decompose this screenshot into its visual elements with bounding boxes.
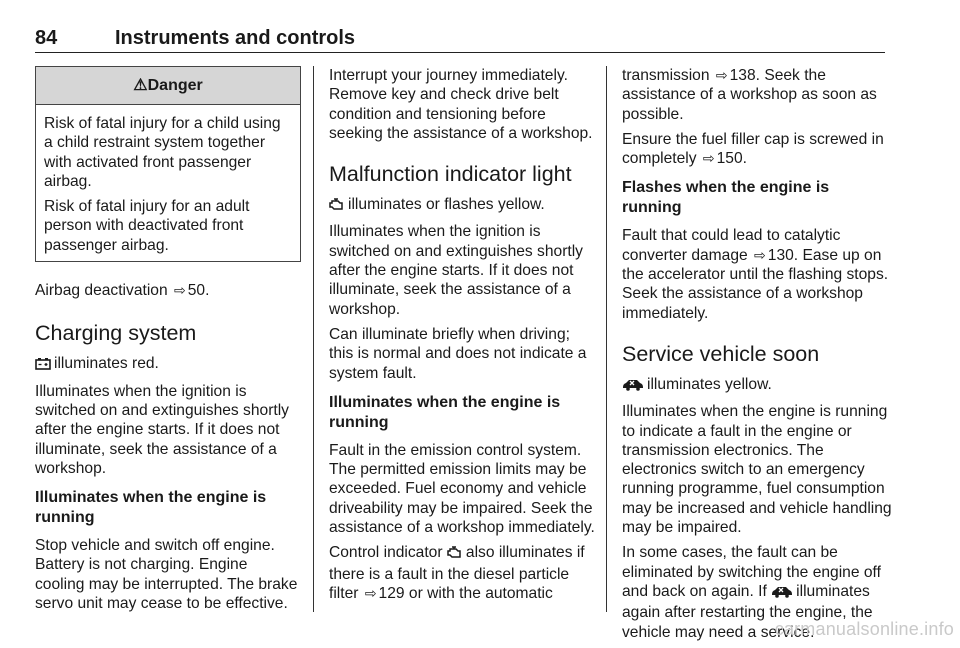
page-reference-icon[interactable]: ⇨ [364,584,377,601]
column-3 [622,66,892,648]
engine-icon [447,545,463,564]
warning-triangle-icon: ⚠ [133,77,148,94]
indicator-status: illuminates or flashes yellow. [329,195,595,216]
page-header-title: Instruments and controls [115,27,356,49]
subsection-heading: Flashes when the engine is running [622,179,830,217]
service-vehicle-icon [622,377,644,396]
danger-title: Danger [147,77,203,94]
service-vehicle-icon [771,584,793,603]
danger-text: Risk of fatal injury for an adult person with deactivated front passenger airbag. [44,198,250,254]
body-text: Illuminates when the ignition is switched on and extinguishes shortly after the engine starts. If it does not illuminate, seek the assistance of a workshop. [329,223,583,318]
body-text: Interrupt your journey immediately. Remove key and check drive belt condition and tensioning before seeking the assistance of a workshop. [329,67,593,142]
body-text: Can illuminate briefly when driving; this is normal and does not indicate a system fault. [329,325,587,382]
section-heading: Malfunction indicator light [329,162,572,187]
page-reference-icon[interactable]: ⇨ [715,67,728,83]
indicator-status: illuminates red. [35,354,301,375]
watermark: carmanualsonline.info [774,619,954,639]
danger-heading [36,67,300,105]
body-text: Stop vehicle and switch off engine. Battery is not charging. Engine cooling may be interrupted. The brake servo unit may cease to be effective. [35,537,298,613]
page-reference-icon[interactable]: ⇨ [702,150,715,167]
body-text: Illuminates when the ignition is switched on and extinguishes shortly after the engine starts. If it does not illuminate, seek the assistance of a workshop. [35,382,289,477]
column-divider [606,66,607,612]
body-text: transmission ⇨ 138. Seek the assistance of a workshop as soon as possible. [622,67,877,123]
airbag-deactivation-ref: Airbag deactivation ⇨ 50. [35,282,210,300]
section-heading: Charging system [35,321,197,346]
danger-box [35,66,301,262]
page-header [35,24,885,53]
section-heading: Service vehicle soon [622,341,820,366]
column-divider [313,66,314,612]
body-text: Fault in the emission control system. The permitted emission limits may be exceeded. Fuel economy and vehicle driveability may be impaired. Seek the assistance of a workshop immediately. [329,441,595,537]
page-number: 84 [35,27,58,49]
column-2 [329,66,595,609]
body-text: In some cases, the fault can be eliminated by switching the engine off and back on again. If illuminates again after restarting the engine, the vehicle may need a service. [622,544,881,641]
subsection-heading: Illuminates when the engine is running [35,489,267,527]
danger-body [36,105,300,261]
body-text: Fault that could lead to catalytic converter damage ⇨ 130. Ease up on the accelerator until the flashing stops. Seek the assistance of a workshop immediately. [622,227,889,322]
engine-icon [329,197,345,216]
column-1 [35,66,301,619]
danger-text: Risk of fatal injury for a child using a child restraint system together with activated front passenger airbag. [44,115,281,190]
body-text: Control indicator also illuminates if there is a fault in the diesel particle filter ⇨ 129 or with the automatic [329,544,585,602]
indicator-status: illuminates yellow. [622,375,892,396]
battery-icon [35,356,51,375]
page-reference-icon[interactable]: ⇨ [173,282,186,299]
body-text: Illuminates when the engine is running to indicate a fault in the engine or transmission electronics. The electronics switch to an emergency running programme, fuel consumption may be increased and vehicle handling may be impaired. [622,403,892,537]
body-text: Ensure the fuel filler cap is screwed in completely ⇨ 150. [622,130,884,168]
subsection-heading: Illuminates when the engine is running [329,393,561,431]
page-reference-icon[interactable]: ⇨ [754,246,766,263]
